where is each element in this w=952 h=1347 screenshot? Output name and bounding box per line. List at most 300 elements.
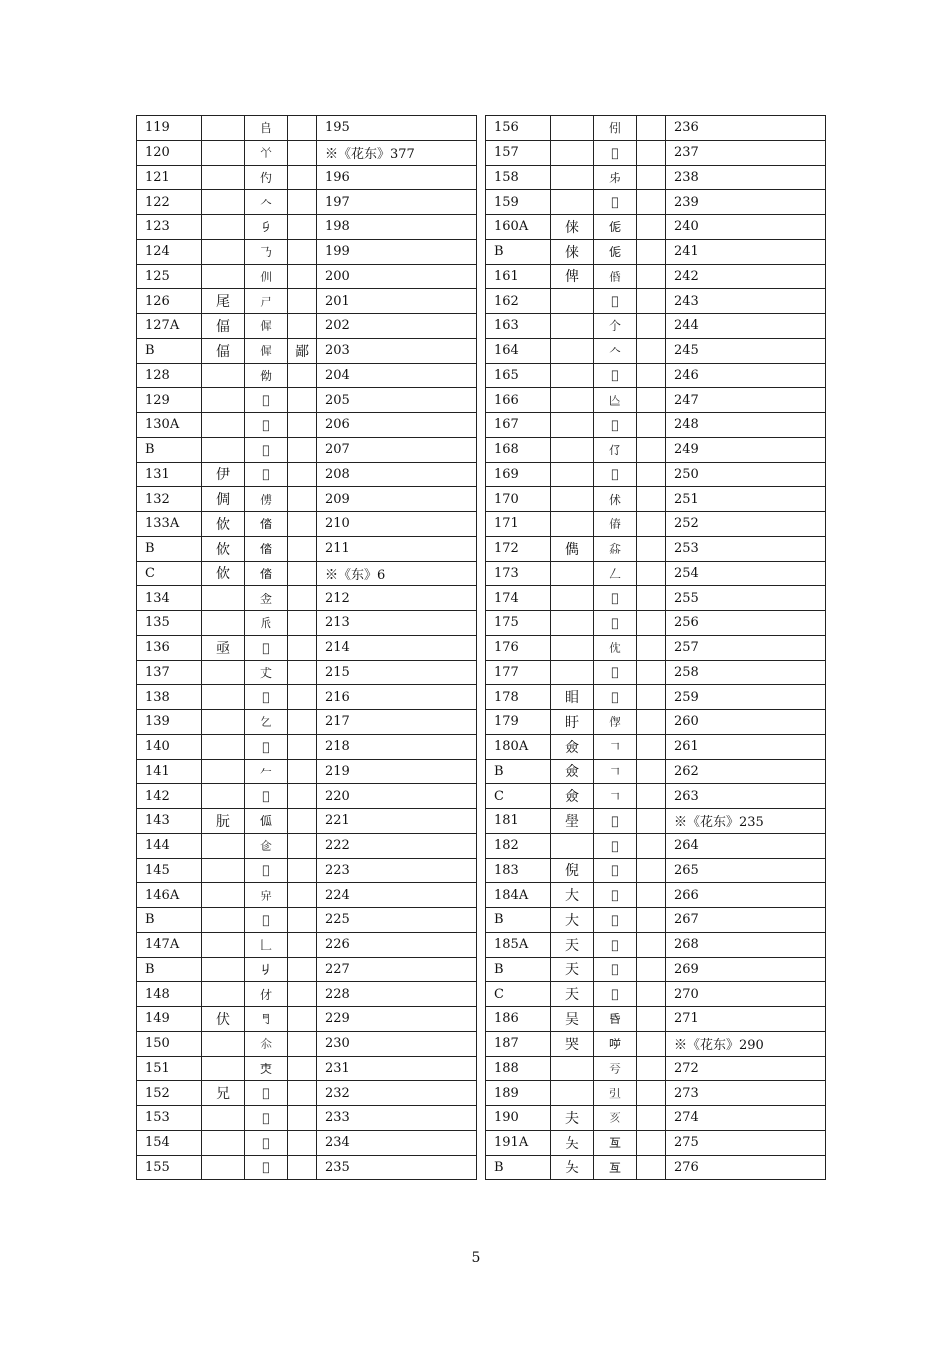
- reference-number: 225: [317, 908, 477, 933]
- variant-character: [637, 289, 666, 314]
- glyph: 𠋟: [594, 809, 637, 834]
- glyph: 𠃊: [245, 932, 288, 957]
- modern-character: 壆: [551, 809, 594, 834]
- entry-number: 153: [137, 1106, 202, 1131]
- modern-character: [202, 710, 245, 735]
- variant-character: [637, 710, 666, 735]
- glyph: 𠱘: [594, 1031, 637, 1056]
- entry-number: 180A: [486, 734, 551, 759]
- table-row: [137, 809, 477, 834]
- reference-number: 259: [666, 685, 826, 710]
- entry-number: 126: [137, 289, 202, 314]
- reference-number: 212: [317, 586, 477, 611]
- glyph: 𠈗: [594, 858, 637, 883]
- modern-character: 天: [551, 932, 594, 957]
- table-row: [137, 264, 477, 289]
- reference-number: 260: [666, 710, 826, 735]
- modern-character: [551, 165, 594, 190]
- reference-number: 245: [666, 338, 826, 363]
- entry-number: B: [137, 338, 202, 363]
- table-row: [486, 833, 826, 858]
- table-row: [486, 338, 826, 363]
- table-row: [137, 289, 477, 314]
- modern-character: [551, 487, 594, 512]
- modern-character: [202, 116, 245, 141]
- table-row: [486, 363, 826, 388]
- modern-character: [202, 1155, 245, 1180]
- glyph: 𠄎: [245, 239, 288, 264]
- glyph: 𠃍: [594, 759, 637, 784]
- entry-number: 177: [486, 660, 551, 685]
- entry-number: 121: [137, 165, 202, 190]
- entry-number: 122: [137, 190, 202, 215]
- reference-number: 199: [317, 239, 477, 264]
- reference-number: 276: [666, 1155, 826, 1180]
- modern-character: [551, 660, 594, 685]
- variant-character: [288, 1130, 317, 1155]
- entry-number: 138: [137, 685, 202, 710]
- reference-number: 220: [317, 784, 477, 809]
- reference-number: 221: [317, 809, 477, 834]
- entry-number: 135: [137, 611, 202, 636]
- entry-number: 174: [486, 586, 551, 611]
- glyph: 𠇲: [594, 487, 637, 512]
- reference-number: 261: [666, 734, 826, 759]
- reference-number: 236: [666, 116, 826, 141]
- glyph: 𠂈: [245, 957, 288, 982]
- reference-number: 234: [317, 1130, 477, 1155]
- reference-number: 253: [666, 536, 826, 561]
- variant-character: [288, 1106, 317, 1131]
- entry-number: 172: [486, 536, 551, 561]
- reference-number: 208: [317, 462, 477, 487]
- entry-number: 127A: [137, 314, 202, 339]
- reference-number: 217: [317, 710, 477, 735]
- reference-number: 237: [666, 140, 826, 165]
- table-row: [137, 140, 477, 165]
- entry-number: 128: [137, 363, 202, 388]
- glyph: 𠇣: [245, 462, 288, 487]
- variant-character: [288, 908, 317, 933]
- table-row: [486, 1130, 826, 1155]
- variant-character: [288, 215, 317, 240]
- variant-character: [288, 809, 317, 834]
- modern-character: [202, 908, 245, 933]
- reference-number: 209: [317, 487, 477, 512]
- modern-character: 夨: [551, 1155, 594, 1180]
- entry-number: 132: [137, 487, 202, 512]
- table-row: [137, 982, 477, 1007]
- reference-number: 213: [317, 611, 477, 636]
- reference-number: 250: [666, 462, 826, 487]
- variant-character: [637, 165, 666, 190]
- variant-character: [637, 982, 666, 1007]
- table-row: [137, 116, 477, 141]
- variant-character: [637, 759, 666, 784]
- modern-character: [551, 635, 594, 660]
- modern-character: 僉: [551, 759, 594, 784]
- modern-character: [202, 982, 245, 1007]
- table-row: [486, 487, 826, 512]
- reference-number: 258: [666, 660, 826, 685]
- glyph: 𠂏: [245, 1106, 288, 1131]
- variant-character: [288, 140, 317, 165]
- entry-number: 145: [137, 858, 202, 883]
- glyph: 𠇗: [245, 809, 288, 834]
- table-row: [486, 784, 826, 809]
- modern-character: [551, 363, 594, 388]
- variant-character: [288, 660, 317, 685]
- entry-number: B: [486, 908, 551, 933]
- modern-character: 佽: [202, 561, 245, 586]
- modern-character: [551, 140, 594, 165]
- variant-character: [288, 437, 317, 462]
- variant-character: [637, 908, 666, 933]
- table-row: [137, 759, 477, 784]
- variant-character: 鄙: [288, 338, 317, 363]
- variant-character: [637, 1081, 666, 1106]
- glyph: 𠆶: [594, 635, 637, 660]
- table-row: [486, 140, 826, 165]
- reference-number: 215: [317, 660, 477, 685]
- modern-character: 朊: [202, 809, 245, 834]
- modern-character: [202, 858, 245, 883]
- entry-number: 130A: [137, 413, 202, 438]
- variant-character: [637, 1056, 666, 1081]
- variant-character: [288, 462, 317, 487]
- table-row: [137, 1106, 477, 1131]
- table-row: [137, 858, 477, 883]
- glyph: 𠃍: [594, 734, 637, 759]
- table-row: [137, 190, 477, 215]
- reference-number: ※《花东》235: [666, 809, 826, 834]
- glyph: 𠆧: [245, 413, 288, 438]
- variant-character: [288, 734, 317, 759]
- table-row: [137, 413, 477, 438]
- glyph: 𠃉: [245, 710, 288, 735]
- table-row: [137, 462, 477, 487]
- variant-character: [637, 1106, 666, 1131]
- reference-number: 197: [317, 190, 477, 215]
- table-row: [486, 165, 826, 190]
- table-row: [486, 289, 826, 314]
- entry-number: 152: [137, 1081, 202, 1106]
- variant-character: [637, 685, 666, 710]
- reference-number: 274: [666, 1106, 826, 1131]
- variant-character: [637, 858, 666, 883]
- modern-character: [202, 264, 245, 289]
- table-row: [137, 165, 477, 190]
- modern-character: [551, 116, 594, 141]
- table-row: [486, 215, 826, 240]
- table-row: [137, 1155, 477, 1180]
- modern-character: [202, 883, 245, 908]
- entry-number: 144: [137, 833, 202, 858]
- variant-character: [637, 140, 666, 165]
- modern-character: 伏: [202, 1007, 245, 1032]
- table-row: [137, 710, 477, 735]
- variant-character: [637, 338, 666, 363]
- reference-number: 196: [317, 165, 477, 190]
- modern-character: 哭: [551, 1031, 594, 1056]
- table-row: [137, 437, 477, 462]
- glyph: 𠀑: [594, 982, 637, 1007]
- variant-character: [288, 858, 317, 883]
- entry-number: 164: [486, 338, 551, 363]
- variant-character: [288, 982, 317, 1007]
- modern-character: 僉: [551, 734, 594, 759]
- modern-character: [551, 437, 594, 462]
- table-row: [137, 1031, 477, 1056]
- entry-number: 163: [486, 314, 551, 339]
- variant-character: [637, 264, 666, 289]
- variant-character: [288, 239, 317, 264]
- entry-number: 150: [137, 1031, 202, 1056]
- glyph: 𠌬: [245, 338, 288, 363]
- reference-number: 249: [666, 437, 826, 462]
- variant-character: [637, 635, 666, 660]
- glyph: 𠈁: [594, 215, 637, 240]
- modern-character: [202, 932, 245, 957]
- modern-character: 天: [551, 982, 594, 1007]
- table-row: [486, 239, 826, 264]
- entry-number: C: [137, 561, 202, 586]
- modern-character: 佽: [202, 512, 245, 537]
- modern-character: [202, 1130, 245, 1155]
- modern-character: 兄: [202, 1081, 245, 1106]
- glyph: 𠌴: [594, 512, 637, 537]
- modern-character: [202, 1031, 245, 1056]
- entry-number: 140: [137, 734, 202, 759]
- reference-number: 219: [317, 759, 477, 784]
- glyph: 𠌕: [594, 536, 637, 561]
- variant-character: [288, 264, 317, 289]
- entry-number: 141: [137, 759, 202, 784]
- glyph: 𠉤: [245, 512, 288, 537]
- modern-character: 俫: [551, 239, 594, 264]
- table-row: [486, 264, 826, 289]
- reference-number: 226: [317, 932, 477, 957]
- entry-number: 176: [486, 635, 551, 660]
- entry-number: C: [486, 784, 551, 809]
- reference-number: 205: [317, 388, 477, 413]
- modern-character: [202, 1056, 245, 1081]
- entry-number: B: [137, 908, 202, 933]
- entry-number: 171: [486, 512, 551, 537]
- reference-number: 252: [666, 512, 826, 537]
- table-row: [137, 388, 477, 413]
- reference-number: 257: [666, 635, 826, 660]
- entry-number: 123: [137, 215, 202, 240]
- table-row: [137, 314, 477, 339]
- modern-character: [202, 1106, 245, 1131]
- glyph: 𠇁: [594, 116, 637, 141]
- glyph: 𠂎: [245, 215, 288, 240]
- table-row: [137, 1081, 477, 1106]
- variant-character: [288, 1007, 317, 1032]
- modern-character: 倪: [551, 858, 594, 883]
- glyph: 𠉤: [245, 561, 288, 586]
- variant-character: [637, 363, 666, 388]
- entry-number: 151: [137, 1056, 202, 1081]
- glyph: 𠂔: [594, 165, 637, 190]
- glyph: 㑃: [245, 363, 288, 388]
- modern-character: [202, 388, 245, 413]
- reference-number: 265: [666, 858, 826, 883]
- table-row: [486, 883, 826, 908]
- variant-character: [288, 413, 317, 438]
- glyph: 𠃍: [594, 784, 637, 809]
- reference-number: 271: [666, 1007, 826, 1032]
- glyph: 𠀋: [245, 660, 288, 685]
- table-row: [486, 561, 826, 586]
- table-row: [137, 784, 477, 809]
- modern-character: 倜: [202, 487, 245, 512]
- reference-number: 248: [666, 413, 826, 438]
- reference-number: 270: [666, 982, 826, 1007]
- modern-character: [202, 363, 245, 388]
- entry-number: 178: [486, 685, 551, 710]
- variant-character: [637, 190, 666, 215]
- modern-character: [551, 512, 594, 537]
- glyph: 𠆰: [594, 586, 637, 611]
- reference-number: 251: [666, 487, 826, 512]
- reference-number: ※《东》6: [317, 561, 477, 586]
- glyph: 𠉤: [245, 536, 288, 561]
- table-row: [486, 116, 826, 141]
- reference-number: 243: [666, 289, 826, 314]
- modern-character: 俫: [551, 215, 594, 240]
- modern-character: [202, 437, 245, 462]
- variant-character: [288, 165, 317, 190]
- entry-number: 120: [137, 140, 202, 165]
- entry-number: 147A: [137, 932, 202, 957]
- right-character-table: [485, 115, 826, 1180]
- entry-number: B: [486, 239, 551, 264]
- variant-character: [637, 437, 666, 462]
- entry-number: 149: [137, 1007, 202, 1032]
- reference-number: 241: [666, 239, 826, 264]
- glyph: 𠈔: [245, 586, 288, 611]
- entry-number: 146A: [137, 883, 202, 908]
- table-row: [486, 1056, 826, 1081]
- reference-number: 228: [317, 982, 477, 1007]
- glyph: 𠆧: [245, 437, 288, 462]
- table-row: [137, 215, 477, 240]
- variant-character: [288, 1056, 317, 1081]
- modern-character: 偪: [202, 314, 245, 339]
- modern-character: [202, 734, 245, 759]
- reference-number: 262: [666, 759, 826, 784]
- glyph: 𠇼: [594, 140, 637, 165]
- variant-character: [288, 1031, 317, 1056]
- table-row: [486, 809, 826, 834]
- entry-number: 186: [486, 1007, 551, 1032]
- entry-number: 133A: [137, 512, 202, 537]
- glyph: 𠆦: [594, 388, 637, 413]
- table-row: [486, 512, 826, 537]
- modern-character: [202, 215, 245, 240]
- reference-number: 235: [317, 1155, 477, 1180]
- modern-character: [551, 314, 594, 339]
- variant-character: [637, 833, 666, 858]
- entry-number: 162: [486, 289, 551, 314]
- table-row: [486, 759, 826, 784]
- table-row: [137, 883, 477, 908]
- entry-number: 168: [486, 437, 551, 462]
- table-row: [486, 858, 826, 883]
- modern-character: 尾: [202, 289, 245, 314]
- glyph: 𠉸: [594, 660, 637, 685]
- glyph: 𠂋: [245, 388, 288, 413]
- variant-character: [288, 289, 317, 314]
- reference-number: 239: [666, 190, 826, 215]
- table-row: [137, 635, 477, 660]
- glyph: 𠆢: [594, 338, 637, 363]
- modern-character: [202, 660, 245, 685]
- table-row: [486, 957, 826, 982]
- entry-number: 183: [486, 858, 551, 883]
- glyph: 𠈲: [594, 264, 637, 289]
- reference-number: 203: [317, 338, 477, 363]
- modern-character: [551, 1056, 594, 1081]
- entry-number: C: [486, 982, 551, 1007]
- table-row: [137, 660, 477, 685]
- glyph: 𠆨: [594, 437, 637, 462]
- entry-number: 134: [137, 586, 202, 611]
- glyph: 𡰣: [245, 289, 288, 314]
- glyph: 𠃛: [245, 1007, 288, 1032]
- reference-number: 242: [666, 264, 826, 289]
- glyph: 𠆥: [245, 784, 288, 809]
- reference-number: 195: [317, 116, 477, 141]
- variant-character: [637, 512, 666, 537]
- modern-character: 夫: [551, 1106, 594, 1131]
- glyph: 𠀓: [594, 1081, 637, 1106]
- entry-number: 187: [486, 1031, 551, 1056]
- glyph: 𠆫: [245, 982, 288, 1007]
- reference-number: 227: [317, 957, 477, 982]
- table-row: [486, 908, 826, 933]
- entry-number: 137: [137, 660, 202, 685]
- variant-character: [637, 462, 666, 487]
- variant-character: [288, 487, 317, 512]
- entry-number: 155: [137, 1155, 202, 1180]
- glyph: 𠆭: [594, 908, 637, 933]
- modern-character: [551, 611, 594, 636]
- table-row: [137, 1130, 477, 1155]
- modern-character: [551, 413, 594, 438]
- modern-character: 偪: [202, 338, 245, 363]
- reference-number: ※《花东》290: [666, 1031, 826, 1056]
- glyph: 𠇃: [245, 1130, 288, 1155]
- modern-character: [551, 462, 594, 487]
- variant-character: [288, 1155, 317, 1180]
- modern-character: [202, 140, 245, 165]
- glyph: 𠀉: [245, 685, 288, 710]
- table-row: [486, 1031, 826, 1056]
- variant-character: [288, 536, 317, 561]
- table-row: [486, 685, 826, 710]
- glyph: 𠂤: [245, 116, 288, 141]
- table-row: [486, 1155, 826, 1180]
- left-character-table: [136, 115, 477, 1180]
- table-row: [137, 363, 477, 388]
- glyph: 𠈁: [594, 239, 637, 264]
- variant-character: [288, 957, 317, 982]
- entry-number: 158: [486, 165, 551, 190]
- entry-number: 181: [486, 809, 551, 834]
